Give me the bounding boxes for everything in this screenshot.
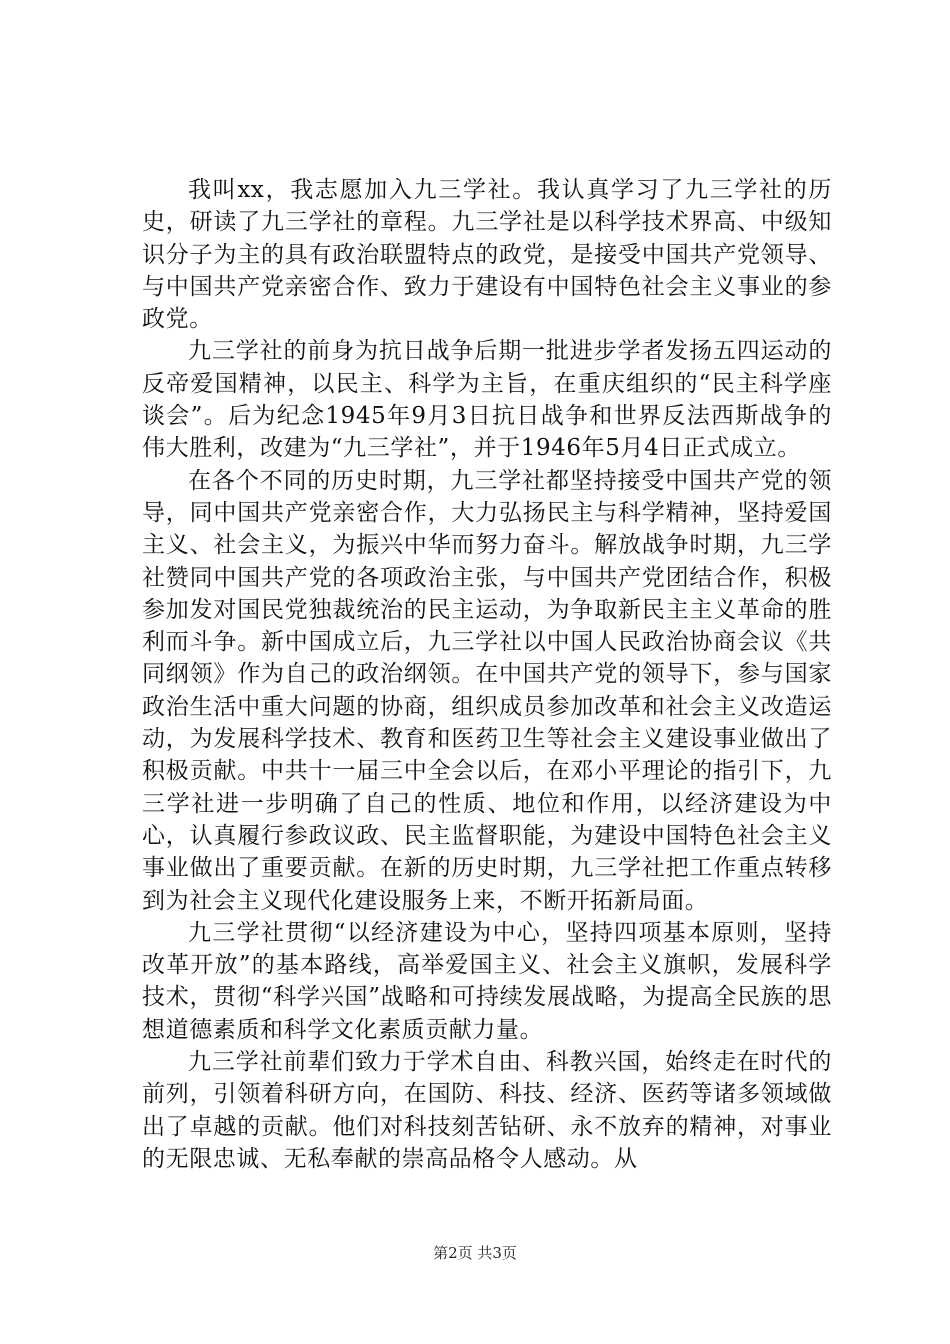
- paragraph-4: 九三学社贯彻“以经济建设为中心，坚持四项基本原则，坚持改革开放”的基本路线，高举爱国主义、社会主义旗帜，发展科学技术，贯彻“科学兴国”战略和可持续发展战略，为提高全民族的思想道德素质和科学文化素质贡献力量。: [142, 919, 832, 1043]
- document-body: [142, 174, 832, 1175]
- paragraph-1: 我叫xx，我志愿加入九三学社。我认真学习了九三学社的历史，研读了九三学社的章程。九三学社是以科学技术界高、中级知识分子为主的具有政治联盟特点的政党，是接受中国共产党领导、与中国共产党亲密合作、致力于建设有中国特色社会主义事业的参政党。: [142, 177, 832, 333]
- paragraph-2: 九三学社的前身为抗日战争后期一批进步学者发扬五四运动的反帝爱国精神，以民主、科学为主旨，在重庆组织的“民主科学座谈会”。后为纪念1945年9月3日抗日战争和世界反法西斯战争的伟大胜利，改建为“九三学社”，并于1946年5月4日正式成立。: [142, 338, 832, 462]
- paragraph-5: 九三学社前辈们致力于学术自由、科教兴国，始终走在时代的前列，引领着科研方向，在国防、科技、经济、医药等诸多领域做出了卓越的贡献。他们对科技刻苦钻研、永不放弃的精神，对事业的无限忠诚、无私奉献的崇高品格令人感动。从: [142, 1049, 832, 1172]
- paragraph-3: 在各个不同的历史时期，九三学社都坚持接受中国共产党的领导，同中国共产党亲密合作，大力弘扬民主与科学精神，坚持爱国主义、社会主义，为振兴中华而努力奋斗。解放战争时期，九三学社赞同中国共产党的各项政治主张，与中国共产党团结合作，积极参加发对国民党独裁统治的民主运动，为争取新民主主义革命的胜利而斗争。新中国成立后，九三学社以中国人民政治协商会议《共同纲领》作为自己的政治纲领。在中国共产党的领导下，参与国家政治生活中重大问题的协商，组织成员参加改革和社会主义改造运动，为发展科学技术、教育和医药卫生等社会主义建设事业做出了积极贡献。中共十一届三中全会以后，在邓小平理论的指引下，九三学社进一步明确了自己的性质、地位和作用，以经济建设为中心，认真履行参政议政、民主监督职能，为建设中国特色社会主义事业做出了重要贡献。在新的历史时期，九三学社把工作重点转移到为社会主义现代化建设服务上来，不断开拓新局面。: [142, 467, 832, 914]
- page-number-footer: 第2页 共3页: [433, 1244, 517, 1262]
